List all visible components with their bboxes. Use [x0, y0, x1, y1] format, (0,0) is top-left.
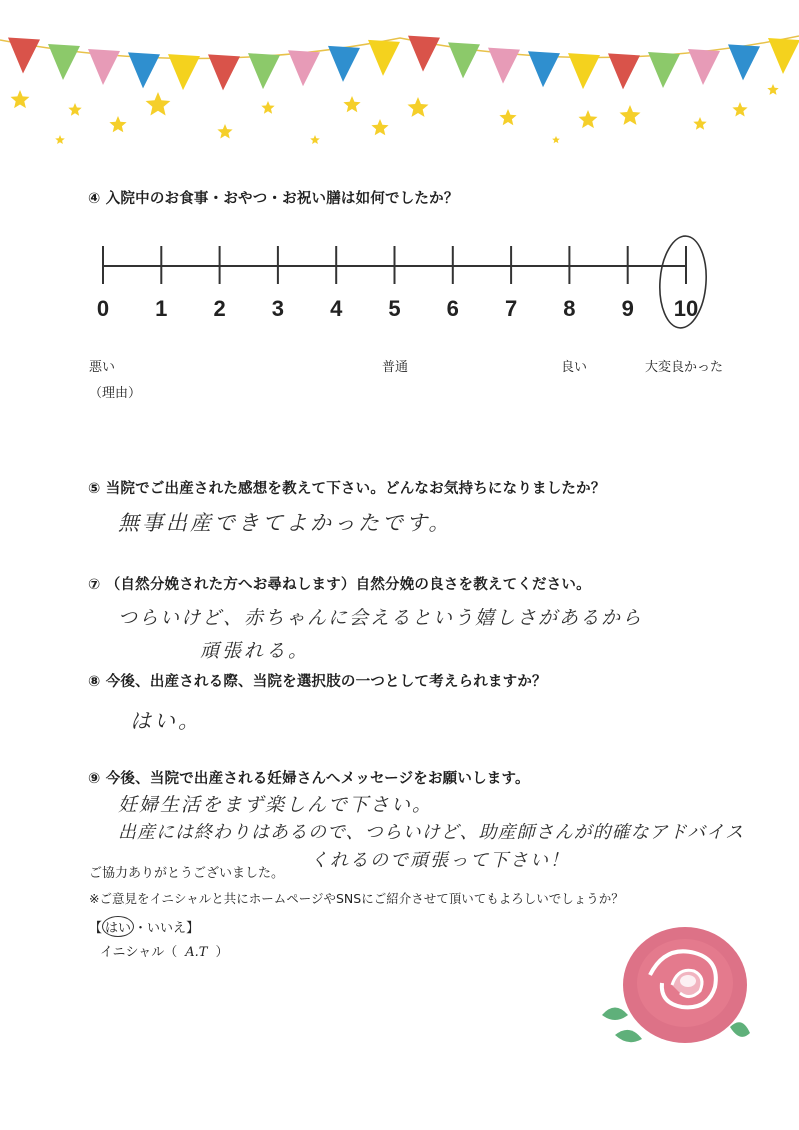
option-no[interactable]: いいえ: [147, 921, 187, 936]
q9-answer-line1: 妊婦生活をまず楽しんで下さい。: [118, 794, 434, 816]
scale-number[interactable]: 2: [213, 296, 226, 321]
initial-value[interactable]: A.T: [185, 945, 208, 960]
initial-row: [100, 941, 228, 960]
q7-question: ⑦ （自然分娩された方へお尋ねします）自然分娩の良さを教えてください。: [88, 577, 591, 593]
q8-question: ⑧ 今後、出産される際、当院を選択肢の一つとして考えられますか？: [88, 674, 547, 690]
q9-answer-line3: くれるので頑張って下さい！: [310, 850, 570, 871]
q7-answer-line2: 頑張れる。: [200, 640, 311, 662]
scale-number[interactable]: 6: [446, 296, 459, 321]
initial-label: イニシャル（: [100, 945, 178, 960]
label-very-good: 大変良かった: [645, 360, 724, 375]
thanks-text: ご協力ありがとうございました。: [89, 866, 285, 881]
scale-numbers: [97, 296, 698, 321]
scale-number[interactable]: 9: [621, 296, 634, 321]
label-bad: 悪い: [89, 360, 116, 375]
q9-question: ⑨ 今後、当院で出産される妊婦さんへメッセージをお願いします。: [88, 771, 530, 787]
scale-number[interactable]: 3: [271, 296, 285, 321]
bracket-close: 】: [186, 921, 200, 936]
scale-number[interactable]: 8: [563, 296, 576, 321]
initial-close: ）: [215, 945, 229, 960]
bracket-open: 【: [89, 921, 103, 936]
scale-number[interactable]: 5: [388, 296, 401, 321]
rating-scale: [0, 0, 799, 340]
option-separator: ・: [134, 921, 148, 936]
option-yes[interactable]: はい: [102, 916, 134, 937]
scale-number[interactable]: 1: [155, 296, 168, 321]
q5-answer: 無事出産できてよかったです。: [118, 511, 453, 535]
q8-answer: はい。: [130, 709, 202, 733]
q7-answer-line1: つらいけど、赤ちゃんに会えるという嬉しさがあるから: [118, 607, 644, 629]
scale-number[interactable]: 4: [330, 296, 343, 321]
q9-answer-line2: 出産には終わりはあるので、つらいけど、助産師さんが的確なアドバイス: [118, 822, 745, 843]
q5-question: ⑤ 当院でご出産された感想を教えて下さい。どんなお気持ちになりましたか？: [88, 481, 606, 497]
q4-question: ④ 入院中のお食事・おやつ・お祝い膳は如何でしたか？: [88, 191, 459, 207]
scale-number[interactable]: 10: [673, 296, 699, 321]
label-normal: 普通: [382, 360, 409, 375]
scale-number[interactable]: 0: [96, 296, 110, 321]
consent-question: ※ご意見をイニシャルと共にホームページやSNSにご紹介させて頂いてもよろしいでしょうか？: [89, 891, 624, 906]
consent-options: [89, 916, 199, 937]
reason-label: （理由）: [89, 386, 142, 401]
rose-illustration: [590, 915, 760, 1060]
label-good: 良い: [561, 360, 588, 375]
scale-number[interactable]: 7: [504, 296, 518, 321]
